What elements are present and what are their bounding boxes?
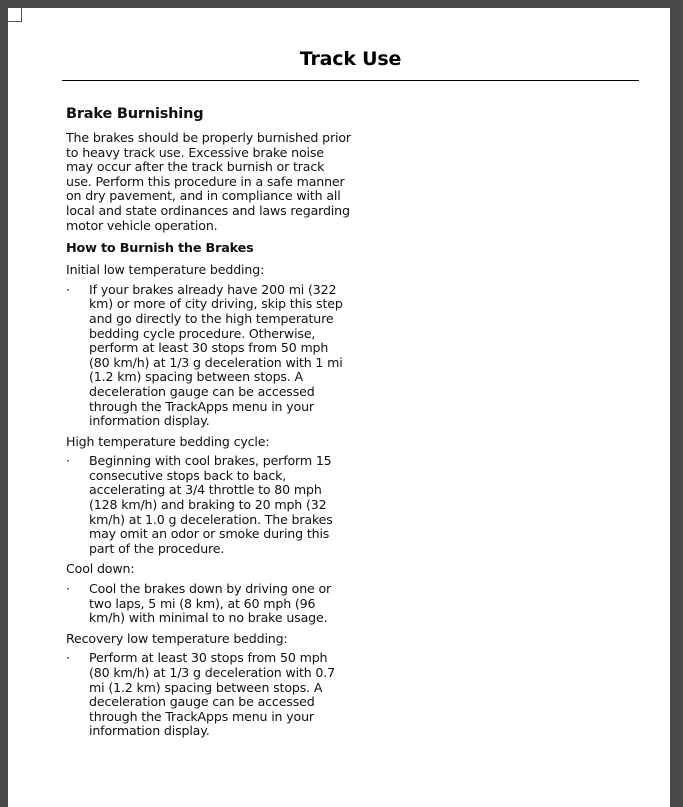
list-item-text: Beginning with cool brakes, perform 15 consecutive stops back to back, accelerating at 3/4 throttle to 80 mph (128 km/h) and braking to 20 mph (32 km/h) at 1.0 g deceleration. The brakes may omit an odor or smoke during this part of the procedure. — [89, 453, 333, 556]
page-corner-mark — [8, 8, 22, 22]
list-item-text: Cool the brakes down by driving one or two laps, 5 mi (8 km), at 60 mph (96 km/h) with minimal to no brake usage. — [89, 581, 332, 626]
list-item — [66, 283, 351, 429]
list-item — [66, 651, 351, 739]
list-item-text: If your brakes already have 200 mi (322 km) or more of city driving, skip this step and go directly to the high temperature bedding cycle procedure. Otherwise, perform at least 30 stops from 50 mph (80 km/h) at 1/3 g deceleration with 1 mi (1.2 km) spacing between stops. A deceleration gauge can be accessed through the TrackApps menu in your information display. — [89, 281, 343, 429]
list-item — [66, 582, 351, 626]
bullet-icon: · — [66, 581, 70, 597]
main-column — [66, 106, 351, 745]
step-intro: Initial low temperature bedding: — [66, 262, 265, 278]
step-intro: Recovery low temperature bedding: — [66, 630, 288, 646]
subsection-title: How to Burnish the Brakes — [66, 241, 254, 257]
section-title: Brake Burnishing — [66, 106, 204, 122]
step-intro: Cool down: — [66, 561, 135, 577]
bullet-icon: · — [66, 650, 70, 666]
bullet-icon: · — [66, 453, 70, 469]
document-page — [8, 8, 670, 807]
section-paragraph: The brakes should be properly burnished prior to heavy track use. Excessive brake noise may occur after the track burnish or track use. Perform this procedure in a safe manner on dry pavement, and in compliance with all local and state ordinances and laws regarding motor vehicle operation. — [66, 130, 351, 233]
title-rule — [62, 80, 639, 81]
list-item-text: Perform at least 30 stops from 50 mph (80 km/h) at 1/3 g deceleration with 0.7 mi (1.2 km) spacing between stops. A deceleration gauge can be accessed through the TrackApps menu in your information display. — [89, 650, 336, 739]
bullet-icon: · — [66, 281, 70, 297]
page-title: Track Use — [299, 48, 402, 70]
list-item — [66, 454, 351, 556]
step-intro: High temperature bedding cycle: — [66, 433, 270, 449]
